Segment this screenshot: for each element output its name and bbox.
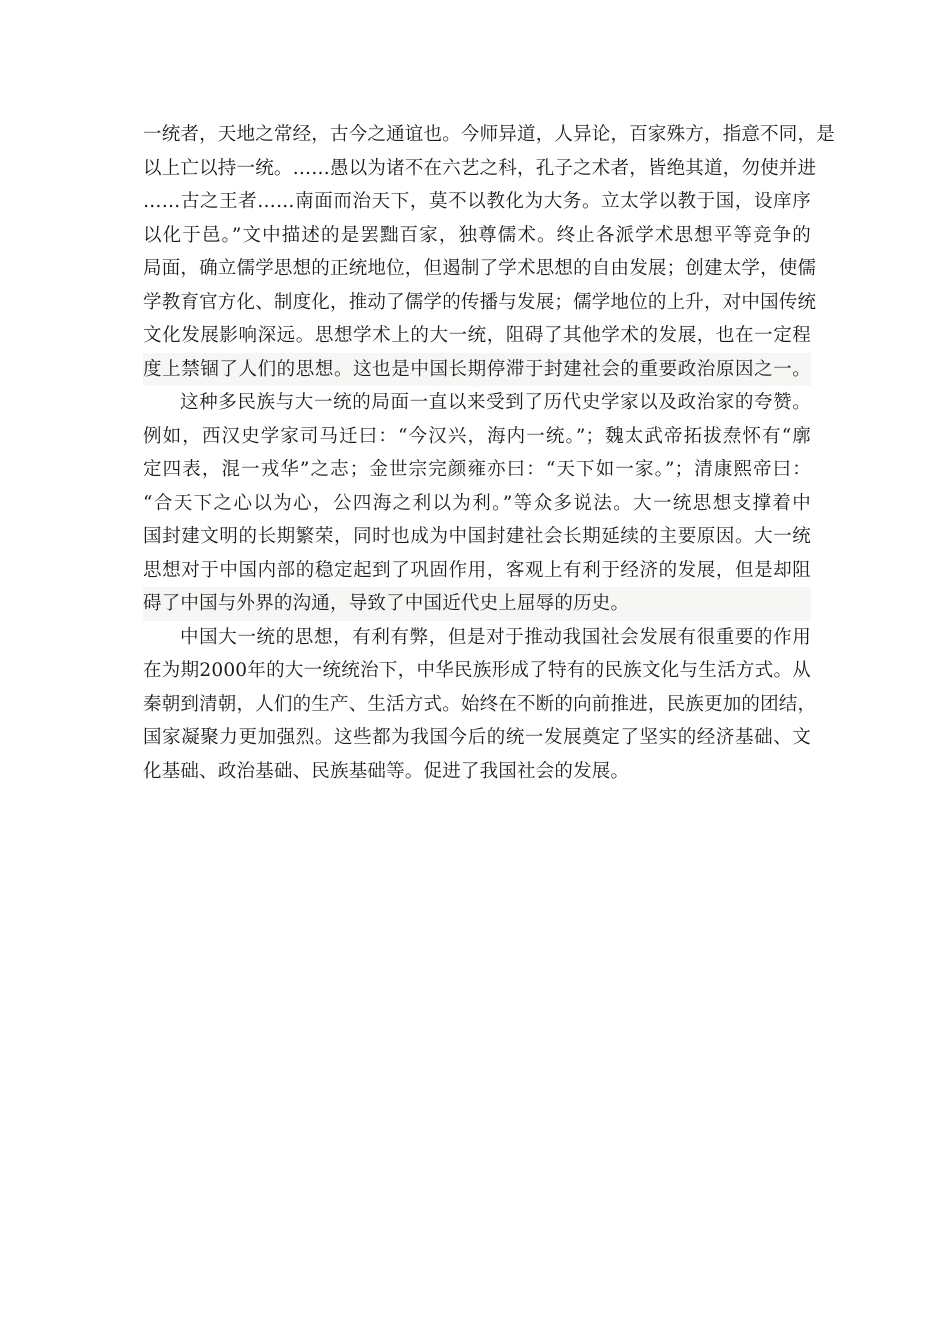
text-line: 国封建文明的长期繁荣，同时也成为中国封建社会长期延续的主要原因。大一统 xyxy=(143,526,811,547)
text-line: 度上禁锢了人们的思想。这也是中国长期停滞于封建社会的重要政治原因之一。 xyxy=(143,353,811,387)
body-text xyxy=(143,118,835,788)
text-line: 以化于邑。”文中描述的是罢黜百家，独尊儒术。终止各派学术思想平等竞争的 xyxy=(143,224,811,246)
text-line: 例如，西汉史学家司马迁曰：“今汉兴，海内一统。”；魏太武帝拓拔焘怀有“廓 xyxy=(143,425,811,447)
text-line: 学教育官方化、制度化，推动了儒学的传播与发展；儒学地位的上升，对中国传统 xyxy=(143,291,817,313)
text-line: ……古之王者……南面而治天下，莫不以教化为大务。立太学以教于国，设庠序 xyxy=(143,191,811,212)
text-line: “合天下之心以为心，公四海之利以为利。”等众多说法。大一统思想支撑着中 xyxy=(143,492,811,514)
text-line: 一统者，天地之常经，古今之通谊也。今师异道，人异论，百家殊方，指意不同，是 xyxy=(143,124,835,145)
text-line: 以上亡以持一统。……愚以为诸不在六艺之科，孔子之术者，皆绝其道，勿使并进 xyxy=(143,157,817,179)
text-line: 局面，确立儒学思想的正统地位，但遏制了学术思想的自由发展；创建太学，使儒 xyxy=(143,258,817,279)
paragraph-first-line: 中国大一统的思想，有利有弊，但是对于推动我国社会发展有很重要的作用 xyxy=(180,626,811,648)
text-line: 国家凝聚力更加强烈。这些都为我国今后的统一发展奠定了坚实的经济基础、文 xyxy=(143,727,811,748)
text-line: 秦朝到清朝，人们的生产、生活方式。始终在不断的向前推进，民族更加的团结， xyxy=(143,693,817,715)
text-line: 碍了中国与外界的沟通，导致了中国近代史上屈辱的历史。 xyxy=(143,587,811,621)
text-line: 化基础、政治基础、民族基础等。促进了我国社会的发展。 xyxy=(143,760,630,782)
paragraph-first-line: 这种多民族与大一统的局面一直以来受到了历代史学家以及政治家的夸赞。 xyxy=(180,392,811,413)
text-line: 文化发展影响深远。思想学术上的大一统，阻碍了其他学术的发展，也在一定程 xyxy=(143,325,811,346)
text-line: 思想对于中国内部的稳定起到了巩固作用，客观上有利于经济的发展，但是却阻 xyxy=(143,559,811,581)
text-line: 定四表，混一戎华”之志；金世宗完颜雍亦曰：“天下如一家。”；清康熙帝曰： xyxy=(143,459,811,480)
text-line: 在为期2000年的大一统统治下，中华民族形成了特有的民族文化与生活方式。从 xyxy=(143,660,811,681)
